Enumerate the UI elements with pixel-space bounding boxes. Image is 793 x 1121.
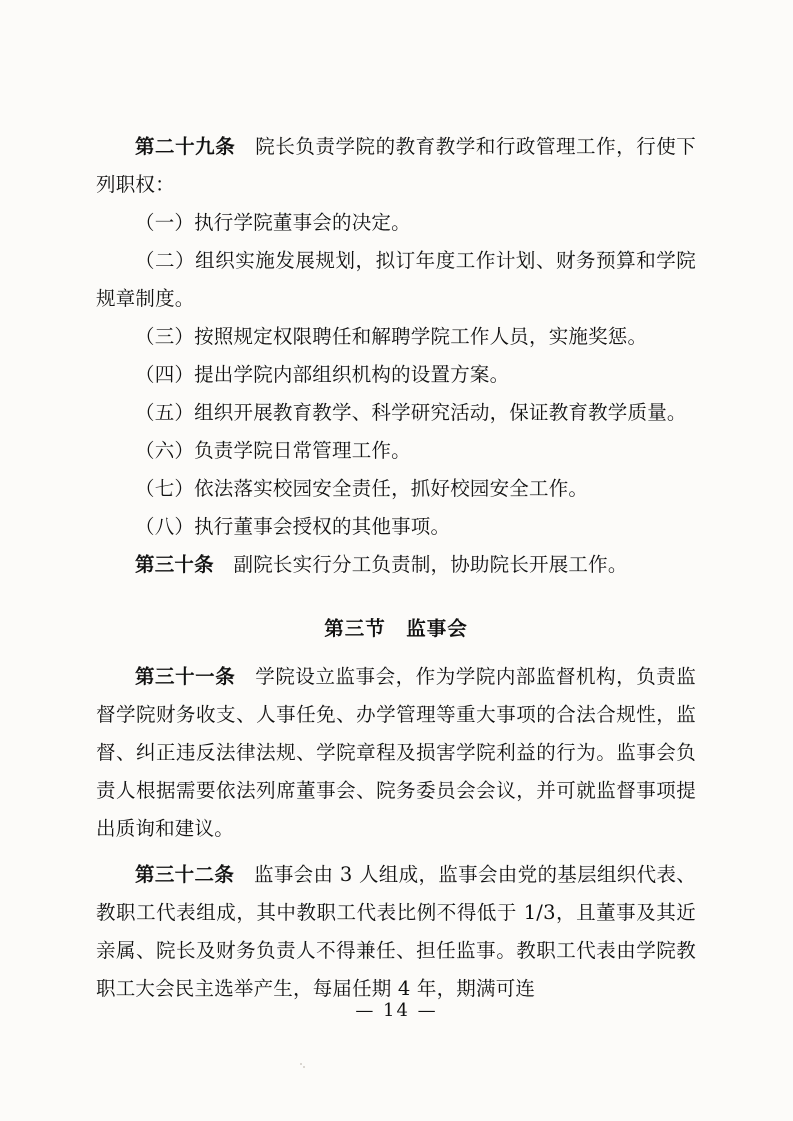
paper-speck bbox=[303, 1066, 305, 1068]
item-text-7: （七）依法落实校园安全责任，抓好校园安全工作。 bbox=[135, 477, 589, 500]
paragraph-item-4 bbox=[96, 356, 696, 394]
item-text-4: （四）提出学院内部组织机构的设置方案。 bbox=[135, 363, 510, 386]
article-label-32: 第三十二条 bbox=[135, 863, 235, 886]
paragraph-article-30 bbox=[96, 546, 696, 584]
article-text-31: 学院设立监事会，作为学院内部监督机构，负责监督学院财务收支、人事任免、办学管理等重大事项的合法合规性，监督、纠正违反法律法规、学院章程及损害学院利益的行为。监事会负责人根据需要依法列席董事会、院务委员会会议，并可就监督事项提出质询和建议。 bbox=[96, 665, 696, 840]
article-label-29: 第二十九条 bbox=[135, 135, 236, 158]
paragraph-article-32 bbox=[96, 856, 696, 1008]
item-text-8: （八）执行董事会授权的其他事项。 bbox=[135, 515, 451, 538]
article-label-30: 第三十条 bbox=[135, 553, 214, 576]
paragraph-article-31 bbox=[96, 658, 696, 848]
paragraph-item-1 bbox=[96, 204, 696, 242]
paragraph-article-29 bbox=[96, 128, 696, 204]
article-text-29: 院长负责学院的教育教学和行政管理工作，行使下列职权： bbox=[96, 135, 696, 196]
document-body bbox=[96, 128, 696, 1008]
paragraph-item-5 bbox=[96, 394, 696, 432]
page-number: — 14 — bbox=[355, 1000, 438, 1021]
paragraph-item-7 bbox=[96, 470, 696, 508]
article-text-32: 监事会由 3 人组成，监事会由党的基层组织代表、教职工代表组成，其中教职工代表比例不得低于 1/3，且董事及其近亲属、院长及财务负责人不得兼任、担任监事。教职工代表由学院教职工大会民主选举产生，每届任期 4 年，期满可连 bbox=[96, 863, 696, 1000]
item-text-6: （六）负责学院日常管理工作。 bbox=[135, 439, 411, 462]
page-footer bbox=[0, 1000, 793, 1021]
article-text-30: 副院长实行分工负责制，协助院长开展工作。 bbox=[213, 553, 628, 576]
item-text-2: （二）组织实施发展规划，拟订年度工作计划、财务预算和学院规章制度。 bbox=[96, 249, 696, 310]
paragraph-item-3 bbox=[96, 318, 696, 356]
paragraph-item-8 bbox=[96, 508, 696, 546]
section-heading: 第三节 监事会 bbox=[324, 617, 468, 640]
paragraph-item-6 bbox=[96, 432, 696, 470]
item-text-1: （一）执行学院董事会的决定。 bbox=[135, 211, 411, 234]
item-text-5: （五）组织开展教育教学、科学研究活动，保证教育教学质量。 bbox=[135, 401, 687, 424]
article-label-31: 第三十一条 bbox=[135, 665, 236, 688]
paper-speck bbox=[300, 1063, 302, 1065]
paragraph-item-2 bbox=[96, 242, 696, 318]
item-text-3: （三）按照规定权限聘任和解聘学院工作人员，实施奖惩。 bbox=[135, 325, 648, 348]
